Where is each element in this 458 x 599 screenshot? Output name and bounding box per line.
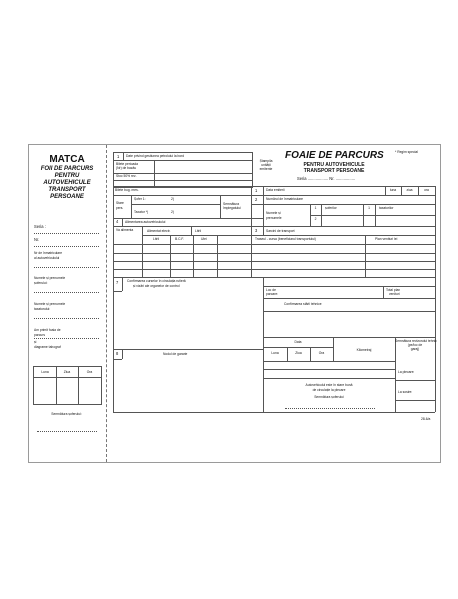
monthly-tickets-label: Bilete bug. mes. — [115, 188, 139, 192]
travel-sheet-form — [28, 144, 441, 463]
stub-conductor-label-2: taxatorului: — [34, 307, 51, 311]
staff-label-1: Stare — [116, 201, 124, 205]
date-hour-label: Ora — [318, 351, 325, 355]
driver-1-label: Șofer 1: — [134, 197, 146, 201]
stub-nr-label: Nr. — [34, 237, 40, 242]
stamp-label-1: Ștampila — [259, 159, 273, 163]
section-2-number: 2 — [255, 197, 258, 202]
issue-hour-label: ora — [424, 188, 429, 192]
issue-day-label: ziua — [406, 188, 413, 192]
stub-nr-line — [34, 246, 99, 247]
trip-confirmation-label: Confirmarea curselor în circulația rutieră — [127, 279, 186, 283]
stub-driver-line — [34, 292, 99, 293]
section-3-number: 3 — [255, 228, 258, 233]
technical-condition-label: Confirmarea stării tehnice — [284, 302, 322, 306]
section-8-number: 8 — [116, 351, 119, 356]
stub-plate-line — [34, 267, 99, 268]
stub-received-line — [34, 338, 99, 339]
stub-signature-line — [37, 431, 97, 432]
issue-month-label: luna — [389, 188, 397, 192]
stamp-label-3: emitente — [259, 167, 273, 171]
stub-subtitle-line-5: PERSOANE — [50, 194, 84, 200]
inspector-signature-label-3: garaj) — [410, 347, 420, 351]
main-subtitle-1: PENTRU AUTOVEHICULE — [303, 162, 365, 168]
issue-date-label: Data emiterii — [266, 188, 285, 192]
stub-plate-label-2: al autovehiculului — [34, 256, 60, 260]
stub-driver-label-2: șoferului: — [34, 281, 48, 285]
stub-driver-label-1: Numele și prenumele — [34, 276, 66, 280]
stub-subtitle-line-2: PENTRU — [54, 173, 80, 179]
registration-number-label: Numărul de înmatriculare — [266, 197, 304, 201]
stub-subtitle-line-1: FOII DE PARCURS — [40, 166, 94, 172]
stub-date-hour: Ora — [86, 370, 93, 374]
inspector-signature-label-2: (pe/loc de — [407, 343, 423, 347]
stub-plate-label-1: Nr de înmatriculare — [34, 251, 63, 255]
drivers-row-1-number: 1 — [314, 206, 317, 210]
garage-node-label: Nodul de gararie — [163, 352, 188, 356]
stub-date-month: Luna — [41, 370, 49, 374]
stamp-label-2: unității — [261, 163, 271, 167]
vehicle-condition-label-1: Autovehiculul este în stare bună — [305, 383, 353, 387]
previous-tickets-label-2: (Nr) de bazău — [116, 166, 137, 170]
route-label: Traseul - cursa (beneficiarul transportului) — [255, 237, 316, 241]
fuel-management-title: Date privind gestiunea petrolului la bord — [126, 154, 185, 158]
control-visas-label: și vizări ale organelor de control — [133, 284, 180, 288]
conductor-2-label: 2) — [171, 210, 174, 214]
drivers-row-2-number: 2 — [314, 217, 317, 221]
refueling-label: Alimentarea autovehiculului — [125, 220, 166, 224]
date-month-label: Luna — [271, 351, 279, 355]
driver-2-label: 2) — [171, 197, 174, 201]
departure-label: La plecare: — [398, 370, 415, 374]
staff-label-2: pers. — [116, 206, 124, 210]
bcf-label: B.C.F. — [175, 237, 184, 241]
stub-received-2: parcurs — [34, 333, 45, 337]
arrival-label: La sosire: — [398, 390, 413, 394]
planned-revenue-label: Plan venituri lei — [375, 237, 398, 241]
employee-signature-label-2: împiegatului — [223, 206, 241, 210]
electric-refuel-label: Alimentat electr. — [147, 229, 171, 233]
document-code: 28-6/a — [421, 417, 431, 421]
stub-date-day: Ziua — [63, 370, 71, 374]
section-1-number: 1 — [117, 154, 120, 159]
oil-label: Ulei — [201, 237, 207, 241]
driver-signature-label: Semnătura șoferului — [314, 395, 344, 399]
date-header-label: Data — [294, 340, 302, 344]
conductors-row-1-number: 1 — [368, 206, 370, 210]
liters-label-2: Litrii — [153, 237, 160, 241]
employee-signature-label-1: Semnătura — [223, 202, 240, 206]
stub-conductor-line — [34, 318, 99, 319]
section-7-number: 7 — [116, 280, 119, 285]
inspector-signature-label-1: Semnătura revizorului tehnic — [395, 339, 437, 343]
stub-subtitle-line-4: TRANSPORT — [48, 187, 86, 193]
total-revenue-label-1: Total plan — [386, 288, 401, 292]
vehicle-condition-label-2: de circulație la plecare — [312, 388, 346, 392]
transport-tasks-label: Sarcini de transport — [266, 229, 295, 233]
stub-received-3: și — [34, 340, 37, 344]
fuel-management-box — [113, 152, 253, 188]
total-revenue-label-2: venituri — [389, 292, 400, 296]
special-regime-note: * Regim special — [395, 150, 418, 154]
conductors-column-label: taxatorilor — [379, 206, 394, 210]
conductor-1-label: Taxator *) — [134, 210, 149, 214]
main-grid — [113, 186, 435, 456]
stub-received-4: diagrame tahograf — [34, 345, 61, 349]
liters-label-1: Litrii — [195, 229, 202, 233]
main-series-number: Seria .................. Nr. ................. — [297, 176, 356, 181]
stub-title: MATCA — [49, 154, 85, 165]
main-title: FOAIE DE PARCURS — [285, 150, 384, 161]
perforation-line — [106, 145, 107, 462]
driver-signature-line — [285, 408, 375, 409]
stub-subtitle-line-3: AUTOVEHICULE — [43, 180, 91, 186]
stub-date-box — [33, 366, 102, 405]
parking-label-1: Loc de — [266, 288, 276, 292]
section-4-number: 4 — [116, 219, 119, 224]
section-1b-number: 1 — [255, 188, 258, 193]
names-label-2: prenumele — [266, 216, 282, 220]
previous-tickets-label-1: Bilete perioada — [116, 162, 138, 166]
main-subtitle-2: TRANSPORT PERSOANE — [303, 168, 365, 174]
date-day-label: Ziua — [295, 351, 302, 355]
stub-conductor-label-1: Numele și prenumele — [34, 302, 66, 306]
stub-serie-line — [34, 233, 99, 234]
drivers-column-label: șoferilor — [325, 206, 337, 210]
parking-label-2: parcare: — [266, 292, 279, 296]
stub-serie-label: Seria : — [34, 224, 46, 229]
stub-received-1: Am primit foaia de — [34, 328, 61, 332]
will-refuel-label: Va alimenta — [116, 228, 134, 232]
odometer-label: Kilometraj — [356, 348, 372, 352]
names-label-1: Numele și — [266, 211, 281, 215]
stub-signature-label: Semnătura șoferului: — [51, 412, 82, 416]
stock-label: Stoc 50% rez. — [116, 174, 137, 178]
